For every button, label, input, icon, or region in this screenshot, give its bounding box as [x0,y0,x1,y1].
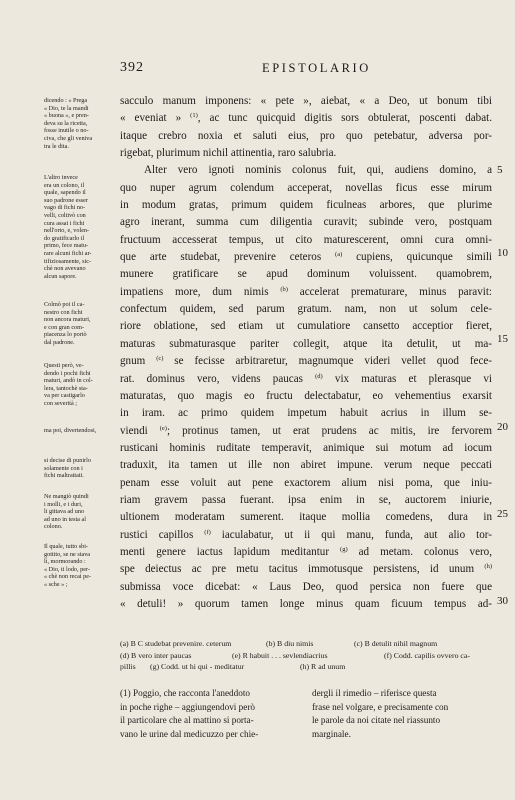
variant-note: (f) Codd. capilis ovvero ca- [384,650,470,660]
variant-row [120,661,494,673]
footnote-line: le parole da noi citate nel riassunto [312,715,441,725]
text-line: maturatas, quo magis eo fructu delectabatur, eo vehementius exarsit [120,389,492,402]
margin-note-6: si decise di punirlo solamente con i fichi maltrattati. [44,457,91,480]
running-title: EPISTOLARIO [262,61,371,75]
text-line: « detuli! » quorum tamen longe minus quam ficuum tempus ad- [120,597,492,610]
footnote-line: vano le urine dal medicuzzo per chie- [120,728,259,739]
variant-note: (a) B C studebat prevenire. ceterum [120,639,232,648]
text-line: submissa voce dicebat: « Laus Deo, quod persica non fuere que [120,580,492,593]
main-text [120,93,492,613]
variant-note: pillis [120,662,136,672]
margin-note-2: L'altro invece era un colono, il quale, sapendo il suo padrone esser vago di fichi no- velli, coltivò con cura assai i fichi nell'orto, e, volen- do gratificarlo il primo, fece matu- rare alcuni fichi ar- tifiziosamente, sic- chè non avevano alcun sapore. [44,174,92,280]
text-line: in iram. ac primo quidem impetum habuit acrius in illum se- [120,407,492,420]
footnote-line: frase nel volgare, e precisamente con [312,701,449,712]
text-line: viendi $^{(e)}$; protinus tamen, ut erat prudens ac mitis, ire fervorem [120,424,492,437]
text-line: impatiens more, dum nimis $^{(b)}$ accelerat prematurare, minus paravit: [120,285,492,298]
text-line: ultionem moderatam sumerent. itaque mollia comedens, dura in [120,511,492,524]
margin-note-4: Questi però, ve- dendo i pochi fichi maturi, andò in col- lera, tantochè sta- va per castigarlo con severità ; [44,362,93,407]
text-line: traduxit, ita tamen ut ille non abiret impune. verum neque peccati [120,459,492,472]
margin-note-7: Ne mangiò quindi i molli, e i duri, li gittava ad uno ad uno in testa al colono. [44,493,89,531]
text-line: maturas submaturasque pariter collegit, atque ita detulit, ut ma- [120,337,492,350]
footnote-line: (1) Poggio, che racconta l'aneddoto [120,688,250,698]
text-line: gnum $^{(c)}$ se fecisse arbitraretur, magnumque videri vellet quod fece- [120,355,492,368]
footnote-line: marginale. [312,728,351,739]
text-line: Alter vero ignoti nominis colonus fuit, qui, audiens domino, a [144,164,492,177]
margin-note-3: Colmò poi il ca- nestro con fichi non ancora maturi, e con gran com- piacenza lo portò dal padrone. [44,301,91,346]
text-line: confectum quidem, sed parum gratum. nam, non ut solum cele- [120,303,492,316]
line-number: 15 [497,333,508,345]
variant-note: (e) R habuit . . . sevlendiacrius [232,650,328,660]
text-line: in modum gratas, primum quidem ficulneas arbores, que plurime [120,199,492,212]
footnote-right-column [312,687,492,741]
variant-notes [120,638,494,673]
variant-row [120,638,494,650]
footnote-line: in poche righe – aggiungendovi però [120,701,255,712]
margin-note-5: ma poi, divertendosi, [44,427,97,434]
text-line: sacculo manum imponens: « pete », aiebat, « a Deo, ut bonum tibi [120,95,492,107]
text-line: « eveniat » $^{(1)}$, ac tunc quicquid digitis sors obtulerat, poscenti dabat. [120,112,492,125]
text-line: menti genere iactus lapidum meditantur $^{(g)}$ ad metam. colonus vero, [120,545,492,558]
variant-note: (b) B diu nimis [266,639,314,648]
line-number: 30 [497,595,508,607]
line-number: 25 [497,508,508,520]
text-line: rat. dominus vero, videns paucas $^{(d)}$ vix maturas et plerasque vi [120,372,492,385]
text-line: rustici capillos $^{(f)}$ iaculabatur, ut ii qui manu, funda, aut alio tor- [120,528,492,541]
page-number: 392 [120,60,144,75]
footnote-line: il particolare che al mattino si porta- [120,715,254,725]
text-line: riore oblatione, sed etiam ut cumulatiore cansetto acceptior fieret, [120,320,492,333]
text-line: penam esse voluit aut pene exactorem alium nisi poma, que iniu- [120,476,492,489]
line-number: 10 [497,247,508,259]
text-line: rigebat, plurimum nichil attinentia, raro salubria. [120,147,337,160]
variant-note: (c) B detulit nihil magnum [354,639,438,648]
text-line: quo nuper agrum colendum acceperat, novellas ficus esse mirum [120,181,492,194]
text-line: rusticani hominis ruditate temperavit, animique sui motum ad iocum [120,441,492,454]
variant-note: (d) B vero inter paucas [120,650,192,660]
variant-note: (g) Codd. ut hi qui - meditatur [150,662,245,672]
margin-note-8: Il quale, tutto sbi- gottito, se ne stava lì, mormorando : « Dio, ti lodo, per- « chè non recai pe- « sche » ; [44,543,92,588]
variant-note: (h) R ad unum [300,662,346,672]
margin-note-1: dicendo : « Prega « Dio, te la mandi « buona », e pren- deva su la ricetta, fosse inutile o no- civa, che gli veniva tra le dita. [44,97,93,150]
text-line: fructuum accesserat tempus, ut cito maturescerent, omni cura omni- [120,233,492,246]
text-line: itaque crebro noxia et saluti eius, pro quo petebatur, adversa por- [120,129,492,142]
line-number: 20 [497,421,508,433]
text-line: munere gratificare se apud dominum voluissent. quamobrem, [120,268,492,281]
text-line: que arte studebat, prevenire ceteros $^{(a)}$ cupiens, quicunque simili [120,251,492,264]
variant-row [120,650,494,662]
footnote-left-column [120,687,300,741]
text-line: spe deiectus ac pre metu tacitus immotusque persistens, id unum $^{(h)}$ [120,563,492,576]
footnote-line: dergli il rimedio – riferisce questa [312,688,437,698]
text-line: agro inerant, summa cum diligentia curavit; subinde vero, postquam [120,216,492,229]
text-line: riam gravem passa fuerant. ipsa enim in se, auctorem iniurie, [120,493,492,506]
line-number: 5 [497,164,503,176]
